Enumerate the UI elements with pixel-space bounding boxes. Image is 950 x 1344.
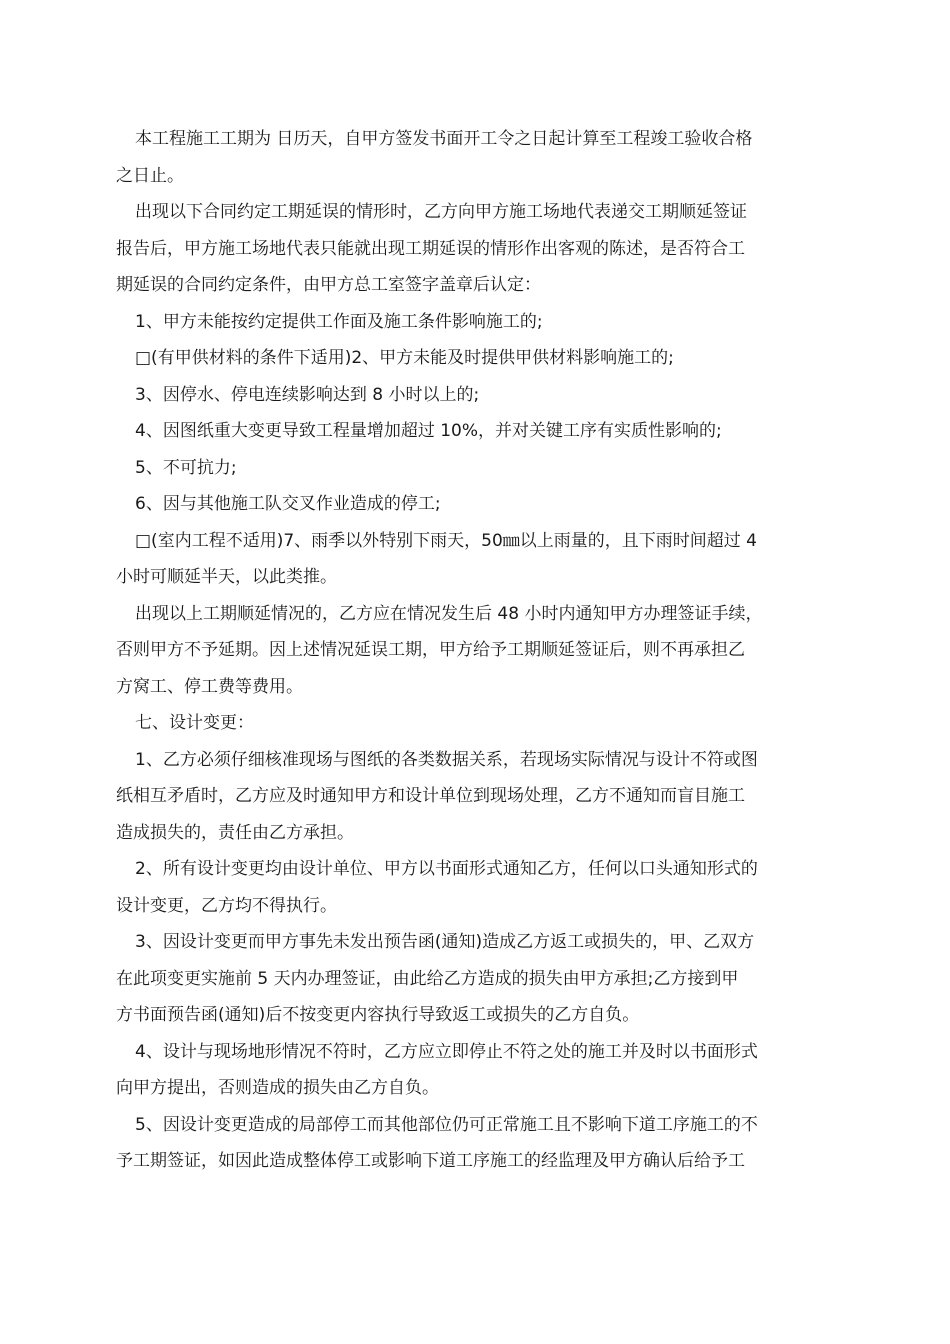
paragraph-line: 造成损失的，责任由乙方承担。 xyxy=(116,822,354,843)
list-item: 1、乙方必须仔细核准现场与图纸的各类数据关系，若现场实际情况与设计不符或图 xyxy=(135,749,758,770)
paragraph-line: 方窝工、停工费等费用。 xyxy=(116,676,303,697)
list-item: □(室内工程不适用)7、雨季以外特别下雨天，50㎜以上雨量的，且下雨时间超过 4 xyxy=(135,530,757,551)
paragraph-line: 纸相互矛盾时，乙方应及时通知甲方和设计单位到现场处理，乙方不通知而盲目施工 xyxy=(116,786,745,806)
paragraph-line: 本工程施工工期为 日历天，自甲方签发书面开工令之日起计算至工程竣工验收合格 xyxy=(135,129,753,149)
list-item: □(有甲供材料的条件下适用)2、甲方未能及时提供甲供材料影响施工的; xyxy=(135,348,674,368)
paragraph-line: 向甲方提出，否则造成的损失由乙方自负。 xyxy=(116,1078,439,1098)
paragraph-line: 否则甲方不予延期。因上述情况延误工期，甲方给予工期顺延签证后，则不再承担乙 xyxy=(116,640,745,660)
list-item: 5、因设计变更造成的局部停工而其他部位仍可正常施工且不影响下道工序施工的不 xyxy=(135,1114,758,1135)
paragraph-line: 设计变更，乙方均不得执行。 xyxy=(116,895,337,916)
paragraph-line: 在此项变更实施前 5 天内办理签证，由此给乙方造成的损失由甲方承担;乙方接到甲 xyxy=(116,968,739,989)
list-item: 2、所有设计变更均由设计单位、甲方以书面形式通知乙方，任何以口头通知形式的 xyxy=(135,859,758,879)
paragraph-line: 期延误的合同约定条件，由甲方总工室签字盖章后认定： xyxy=(116,275,541,295)
paragraph-line: 予工期签证，如因此造成整体停工或影响下道工序施工的经监理及甲方确认后给予工 xyxy=(116,1151,745,1171)
list-item: 3、因停水、停电连续影响达到 8 小时以上的; xyxy=(135,384,480,405)
section-heading: 七、设计变更： xyxy=(135,713,254,733)
paragraph-line: 之日止。 xyxy=(116,165,184,186)
list-item: 4、设计与现场地形情况不符时，乙方应立即停止不符之处的施工并及时以书面形式 xyxy=(135,1041,758,1062)
list-item: 1、甲方未能按约定提供工作面及施工条件影响施工的; xyxy=(135,311,543,332)
list-item: 4、因图纸重大变更导致工程量增加超过 10%，并对关键工序有实质性影响的; xyxy=(135,421,722,441)
paragraph-line: 出现以下合同约定工期延误的情形时，乙方向甲方施工场地代表递交工期顺延签证 xyxy=(135,202,747,222)
paragraph-line: 报告后，甲方施工场地代表只能就出现工期延误的情形作出客观的陈述，是否符合工 xyxy=(116,238,745,259)
paragraph-line: 小时可顺延半天，以此类推。 xyxy=(116,567,337,587)
paragraph-line: 出现以上工期顺延情况的，乙方应在情况发生后 48 小时内通知甲方办理签证手续， xyxy=(135,603,763,624)
list-item: 6、因与其他施工队交叉作业造成的停工; xyxy=(135,494,441,514)
list-item: 3、因设计变更而甲方事先未发出预告函(通知)造成乙方返工或损失的，甲、乙双方 xyxy=(135,932,755,952)
document-body xyxy=(116,121,836,1180)
list-item: 5、不可抗力; xyxy=(135,457,237,478)
paragraph-line: 方书面预告函(通知)后不按变更内容执行导致返工或损失的乙方自负。 xyxy=(116,1005,640,1025)
